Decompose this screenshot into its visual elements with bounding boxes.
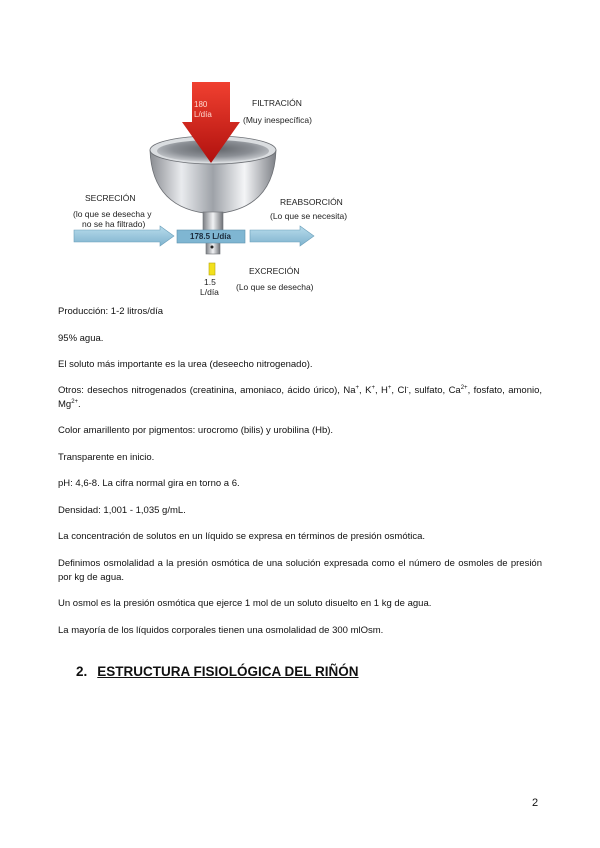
secrecion-title: SECRECIÓN <box>85 193 136 203</box>
arrow-label-bottom: L/día <box>194 110 212 119</box>
excrecion-subtitle: (Lo que se desecha) <box>236 282 314 292</box>
section-number: 2. <box>76 664 88 679</box>
paragraph-ph: pH: 4,6-8. La cifra normal gira en torno a 6. <box>58 478 240 489</box>
secrecion-subtitle-1: (lo que se desecha y <box>73 209 152 219</box>
paragraph-urea: El soluto más importante es la urea (deseecho nitrogenado). <box>58 359 313 370</box>
otros-text-a: Otros: desechos nitrogenados (creatinina, amoniaco, ácido úrico), Na <box>58 385 356 396</box>
paragraph-osmol: Un osmol es la presión osmótica que ejerce 1 mol de un soluto disuelto en 1 kg de agua. <box>58 598 432 609</box>
paragraph-concentracion: La concentración de solutos en un líquido se expresa en términos de presión osmótica. <box>58 531 426 542</box>
renal-diagram-graphic <box>0 0 600 305</box>
otros-sup-ca: 2+ <box>460 384 468 391</box>
arrow-label-top: 180 <box>194 100 208 109</box>
reabsorcion-subtitle: (Lo que se necesita) <box>270 211 348 221</box>
paragraph-densidad: Densidad: 1,001 - 1,035 g/mL. <box>58 505 186 516</box>
paragraph-produccion: Producción: 1-2 litros/día <box>58 306 164 317</box>
otros-sup-cl: - <box>406 384 409 391</box>
otros-sup-na: + <box>355 384 360 391</box>
paragraph-liquidos: La mayoría de los líquidos corporales tienen una osmolalidad de 300 mlOsm. <box>58 625 384 636</box>
filtracion-title: FILTRACIÓN <box>252 98 302 108</box>
flow-label: 178.5 L/día <box>190 232 231 241</box>
otros-sup-h: + <box>387 384 392 391</box>
paragraph-color: Color amarillento por pigmentos: urocromo (bilis) y urobilina (Hb). <box>58 425 334 436</box>
section-heading <box>76 664 359 679</box>
otros-sup-k: + <box>371 384 375 391</box>
otros-sup-mg: 2+ <box>71 398 79 405</box>
otros-text-f: , fosfato, amonio, Mg <box>58 385 543 410</box>
paragraph-agua: 95% agua. <box>58 333 104 344</box>
paragraph-transparente: Transparente en inicio. <box>58 452 155 463</box>
otros-text-d: , Cl <box>391 385 407 396</box>
filtracion-subtitle: (Muy inespecífica) <box>243 115 312 125</box>
section-title: ESTRUCTURA FISIOLÓGICA DEL RIÑÓN <box>97 664 359 679</box>
reabsorption-arrow <box>250 226 314 246</box>
page-number: 2 <box>532 797 539 809</box>
excretion-drop <box>209 263 215 275</box>
otros-text-b: , K <box>359 385 372 396</box>
paragraph-otros <box>58 384 542 412</box>
secrecion-subtitle-2: no se ha filtrado) <box>82 219 146 229</box>
renal-diagram <box>0 0 600 305</box>
otros-text-g: . <box>78 399 81 410</box>
funnel-stem <box>203 212 223 232</box>
drop-dot <box>211 246 214 249</box>
excrecion-title: EXCRECIÓN <box>249 266 300 276</box>
excrecion-unit: L/día <box>200 287 219 297</box>
paragraph-osmolalidad: Definimos osmolalidad a la presión osmótica de una solución expresada como el número de osmoles de presión por kg de agua. <box>58 558 542 583</box>
reabsorcion-title: REABSORCIÓN <box>280 197 343 207</box>
excrecion-amount: 1.5 <box>204 277 216 287</box>
otros-text-c: , H <box>374 385 388 396</box>
otros-text-e: , sulfato, Ca <box>408 385 461 396</box>
